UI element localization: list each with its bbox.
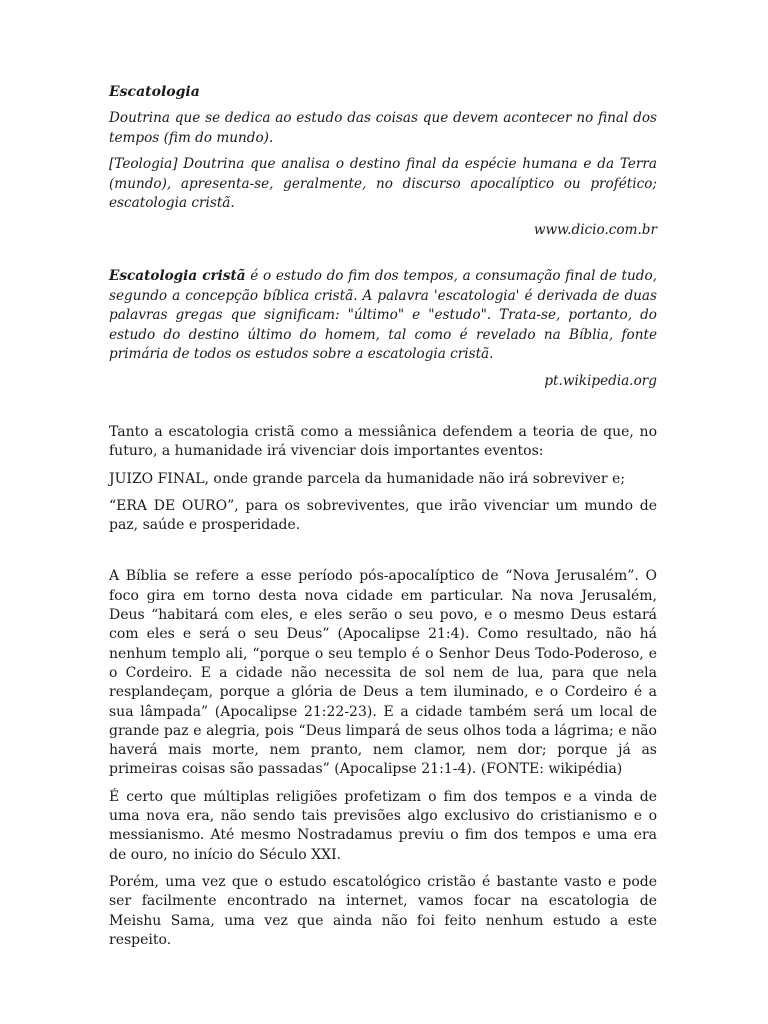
religions-paragraph: É certo que múltiplas religiões profetizam o fim dos tempos e a vinda de uma nova era, não sendo tais previsões algo exclusivo do cristianismo e o messianismo. Até mesmo Nostradamus previu o fim dos tempos e uma era de ouro, no início do Século XXI. bbox=[109, 788, 657, 863]
nova-jerusalem-paragraph: A Bíblia se refere a esse período pós-apocalíptico de “Nova Jerusalém”. O foco gira em torno desta nova cidade em particular. Na nova Jerusalém, Deus “habitará com eles, e eles serão o seu povo, e o mesmo Deus estará com eles e será o seu Deus” (Apocalipse 21:4). Como resultado, não há nenhum templo ali, “porque o seu templo é o Senhor Deus Todo-Poderoso, e o Cordeiro. E a cidade não necessita de sol nem de lua, para que nela resplandeçam, porque a glória de Deus a tem iluminado, e o Cordeiro é a sua lâmpada” (Apocalipse 21:22-23). E a cidade também será um local de grande paz e alegria, pois “Deus limpará de seus olhos toda a lágrima; e não haverá mais morte, nem pranto, nem clamor, nem dor; porque já as primeiras coisas são passadas” (Apocalipse 21:1-4). (FONTE: wikipédia) bbox=[109, 568, 657, 778]
section-heading: Escatologia bbox=[109, 84, 200, 100]
event-juizo-final: JUIZO FINAL, onde grande parcela da humanidade não irá sobreviver e; bbox=[109, 470, 626, 487]
wikipedia-paragraph bbox=[109, 267, 657, 365]
term-highlight: Escatologia cristã bbox=[109, 268, 246, 284]
wikipedia-paragraph-text: é o estudo do fim dos tempos, a consumação final de tudo, segundo a concepção bíblica cristã. A palavra 'escatologia' é derivada de duas palavras gregas que significam: "último" e "estudo". Trata-se, portanto, do estudo do destino último do homem, tal como é revelado na Bíblia, fonte primária de todos os estudos sobre a escatologia cristã. bbox=[109, 268, 657, 362]
source-citation-dicio: www.dicio.com.br bbox=[533, 221, 657, 238]
document-page bbox=[109, 82, 657, 950]
source-citation-wikipedia: pt.wikipedia.org bbox=[544, 372, 657, 389]
events-intro-paragraph: Tanto a escatologia cristã como a messiânica defendem a teoria de que, no futuro, a humanidade irá vivenciar dois importantes eventos: bbox=[109, 424, 657, 460]
meishu-sama-paragraph: Porém, uma vez que o estudo escatológico cristão é bastante vasto e pode ser facilmente encontrado na internet, vamos focar na escatologia de Meishu Sama, uma vez que ainda não foi feito nenhum estudo a este respeito. bbox=[109, 873, 657, 948]
definition-paragraph-2: [Teologia] Doutrina que analisa o destino final da espécie humana e da Terra (mundo), apresenta-se, geralmente, no discurso apocalíptico ou profético; escatologia cristã. bbox=[109, 156, 657, 211]
event-era-de-ouro: “ERA DE OURO”, para os sobreviventes, que irão vivenciar um mundo de paz, saúde e prosperidade. bbox=[109, 497, 657, 534]
definition-paragraph-1: Doutrina que se dedica ao estudo das coisas que devem acontecer no final dos tempos (fim do mundo). bbox=[109, 110, 657, 146]
